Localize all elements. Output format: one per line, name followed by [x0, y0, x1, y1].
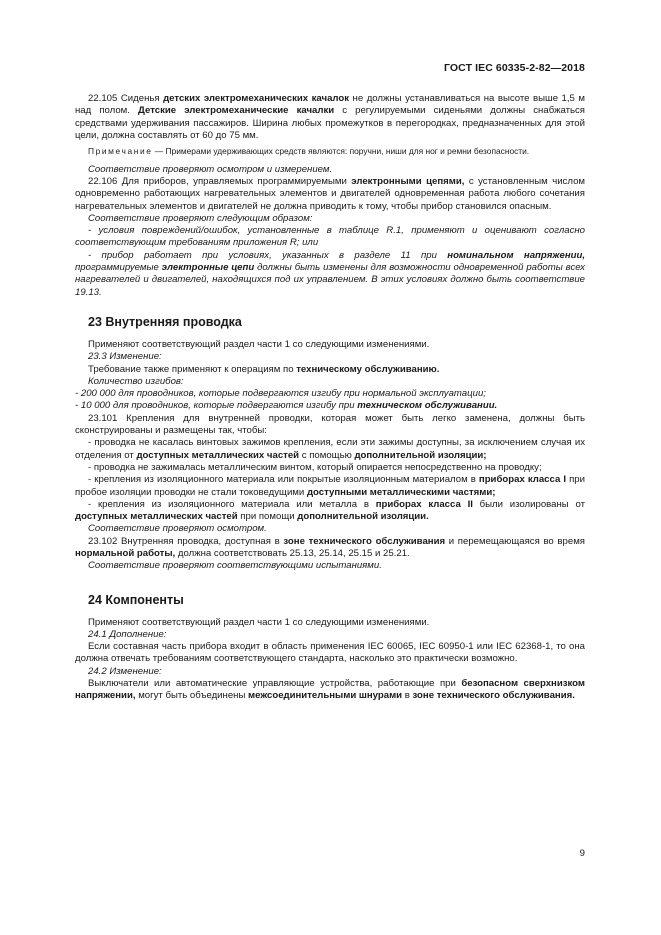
- text-run: 22.106 Для приборов, управляемых программируемыми: [88, 175, 352, 187]
- term-bold: электронные цепи: [161, 262, 255, 274]
- term-bold: доступных металлических частей: [136, 449, 300, 461]
- text-run: Выключатели или автоматические управляющие устройства, работающие при: [88, 678, 462, 690]
- clause-24-1: Если составная часть прибора входит в область применения IEC 60065, IEC 60950-1 или IEC 62368-1, то она должна отвечать требованиям соответствующего стандарта, насколько это практически возможно.: [75, 641, 585, 665]
- compliance-method: Соответствие проверяют следующим образом:: [88, 212, 313, 224]
- text-run: с регулируемыми сиденьями должны снабжаться средствами удерживания пассажиров. Ширина любых промежутков в перегородках, предназначенных для этой цели, должна составлять от 60 до 75 мм.: [75, 105, 586, 141]
- text-run: программируемые: [75, 262, 162, 274]
- note-label: Примечание: [88, 146, 153, 157]
- clause-23-3-requirement: [75, 364, 585, 376]
- bends-item-1: - 200 000 для проводников, которые подвергаются изгибу при нормальной эксплуатации;: [75, 388, 486, 400]
- text-run: 23.102 Внутренняя проводка, доступная в: [88, 535, 284, 547]
- text-run: были изолированы от: [472, 498, 585, 510]
- compliance-tests: Соответствие проверяют соответствующими испытаниями.: [88, 560, 382, 572]
- text-run: при пробое изоляции проводки не стали токоведущими: [75, 474, 585, 498]
- note-restraints: [75, 146, 585, 158]
- term-bold: детских электромеханических качалок: [163, 93, 350, 104]
- term-bold: межсоединительными шнурами: [248, 690, 403, 702]
- term-bold: дополнительной изоляции;: [354, 449, 487, 461]
- term-bold: номинальном напряжении,: [447, 249, 586, 261]
- clause-24-1-label: 24.1 Дополнение:: [88, 628, 167, 640]
- text-run: в: [402, 690, 413, 702]
- term-bold: доступных металлических частей: [75, 511, 238, 523]
- text-run: могут быть объединены: [135, 690, 249, 702]
- section-23-intro: Применяют соответствующий раздел части 1 со следующими изменениями.: [88, 338, 430, 350]
- compliance-inspection: Соответствие проверяют осмотром.: [88, 523, 267, 535]
- term-bold: безопасном сверхнизком напряжении,: [75, 678, 586, 702]
- term-bold: техническом обслуживании.: [357, 400, 498, 412]
- clause-23-101-item-4: [75, 499, 585, 524]
- section-24-title: 24 Компоненты: [88, 592, 184, 607]
- term-bold: дополнительной изоляции.: [297, 511, 429, 523]
- term-bold: Детские электромеханические качалки: [138, 105, 335, 117]
- term-bold: электронными цепями,: [351, 175, 465, 187]
- text-run: с установленным числом одновременно работающих нагревательных элементов и двигателей одновременная работа любого сочетания нагревательных элементов и двигателей не должна приводить к тому, чтобы прибор становился опасным.: [75, 175, 585, 212]
- text-run: при помощи: [237, 511, 298, 523]
- clause-24-2-label: 24.2 Изменение:: [88, 665, 162, 677]
- clause-23-101-item-3: [75, 474, 585, 499]
- compliance-inspection-measurement: Соответствие проверяют осмотром и измерением.: [88, 163, 333, 175]
- bends-label: Количество изгибов:: [88, 375, 184, 387]
- text-run: - прибор работает при условиях, указанных в разделе 11 при: [88, 249, 448, 261]
- text-run: 22.105 Сиденья: [88, 93, 164, 104]
- text-run: - крепления из изоляционного материала или металла в: [88, 498, 376, 510]
- section-24-intro: Применяют соответствующий раздел части 1 со следующими изменениями.: [88, 616, 430, 628]
- term-bold: приборах класса I: [478, 474, 567, 486]
- clause-23-101: 23.101 Крепления для внутренней проводки, которая может быть легко заменена, должны быть сконструированы и размещены так, чтобы:: [75, 412, 585, 437]
- text-run: должны быть изменены для возможности одновременной работы всех нагревателей и двигателей, находящихся под их управлением. В этих условиях должно быть соответствие 19.13.: [75, 262, 585, 298]
- section-23-title: 23 Внутренняя проводка: [88, 314, 242, 329]
- clause-23-101-item-1: [75, 437, 585, 462]
- term-bold: приборах класса II: [375, 498, 473, 510]
- clause-23-3-label: 23.3 Изменение:: [88, 351, 162, 363]
- term-bold: доступными металлическими частями;: [306, 486, 496, 498]
- text-run: не должны устанавливаться на высоте выше 1,5 м над полом.: [75, 93, 585, 117]
- term-bold: зоне технического обслуживания: [283, 535, 446, 547]
- text-run: Требование также применяют к операциям по: [88, 363, 297, 375]
- clause-24-2: [75, 678, 585, 703]
- standard-header: ГОСТ IEC 60335-2-82—2018: [443, 62, 585, 74]
- page-number: 9: [579, 848, 585, 859]
- compliance-condition-1: - условия повреждений/ошибок, установленные в таблице R.1, применяют и оценивают согласно соответствующим требованиям приложения R; или: [75, 225, 585, 249]
- text-run: должна соответствовать 25.13, 25.14, 25.15 и 25.21.: [175, 548, 410, 559]
- document-body: [75, 93, 585, 703]
- text-run: с помощью: [299, 449, 355, 461]
- text-run: и перемещающаяся во время: [445, 535, 585, 547]
- term-bold: зоне технического обслуживания.: [412, 690, 575, 702]
- compliance-condition-2: [75, 250, 585, 299]
- text-run: - проводка не касалась винтовых зажимов крепления, если эти зажимы доступны, за исключением случая их отделения от: [75, 437, 585, 461]
- term-bold: техническому обслуживанию.: [296, 363, 440, 375]
- bends-item-2: [75, 400, 585, 412]
- clause-23-101-item-2: - проводка не зажималась металлическим винтом, который опирается непосредственно на проводку;: [88, 461, 542, 473]
- clause-23-102: [75, 536, 585, 561]
- text-run: - крепления из изоляционного материала или покрытые изоляционным материалом в: [88, 474, 479, 486]
- clause-22-106: [75, 176, 585, 213]
- text-run: - 10 000 для проводников, которые подвергаются изгибу при: [75, 400, 358, 412]
- term-bold: нормальной работы,: [75, 548, 176, 559]
- note-text: — Примерами удерживающих средств являются: поручни, ниши для ног и ремни безопасности.: [152, 146, 530, 157]
- clause-22-105: [75, 93, 585, 142]
